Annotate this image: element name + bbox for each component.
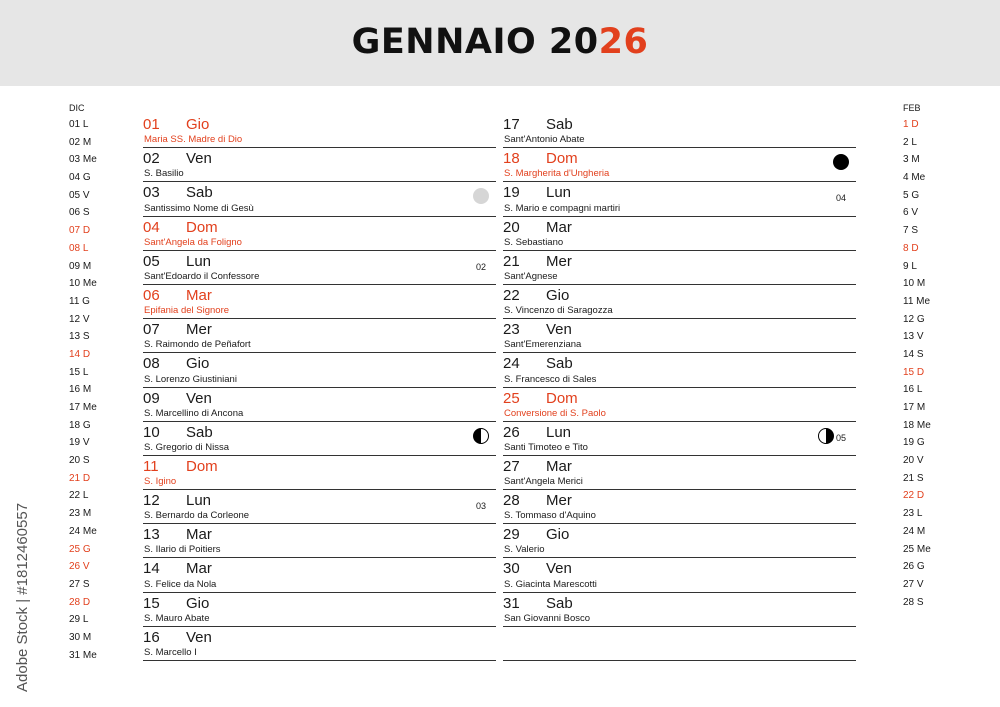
day-row bbox=[143, 456, 496, 490]
saint-name: Sant'Edoardo il Confessore bbox=[144, 270, 260, 282]
day-number: 04 bbox=[143, 218, 160, 236]
saint-name: S. Gregorio di Nissa bbox=[144, 441, 230, 453]
day-row bbox=[503, 422, 856, 456]
day-number: 15 bbox=[143, 594, 160, 612]
day-name: Sab bbox=[546, 594, 573, 612]
next-month-days bbox=[903, 116, 963, 611]
day-number: 13 bbox=[143, 526, 160, 544]
day-name: Gio bbox=[546, 526, 570, 544]
prev-month-days bbox=[69, 116, 129, 664]
day-number: 28 bbox=[503, 492, 520, 510]
day-number: 11 bbox=[143, 457, 159, 475]
saint-name: S. Sebastiano bbox=[504, 236, 564, 248]
day-name: Sab bbox=[546, 116, 573, 133]
stock-credit bbox=[12, 462, 34, 692]
saint-name: S. Marcellino di Ancona bbox=[144, 407, 244, 419]
day-number: 20 bbox=[503, 218, 520, 236]
prev-month-day: 21 D bbox=[69, 472, 91, 484]
week-number: 04 bbox=[835, 193, 846, 204]
day-number: 30 bbox=[503, 560, 520, 578]
day-name: Mar bbox=[186, 286, 212, 304]
saint-name: Santi Timoteo e Tito bbox=[504, 441, 588, 453]
prev-month-day: 22 L bbox=[69, 490, 89, 502]
day-number: 31 bbox=[503, 594, 520, 612]
day-name: Sab bbox=[186, 423, 213, 441]
day-number: 03 bbox=[143, 184, 160, 202]
saint-name: Conversione di S. Paolo bbox=[504, 407, 606, 419]
next-month-day: 3 M bbox=[903, 154, 920, 166]
prev-month-day: 31 Me bbox=[69, 649, 97, 661]
prev-month-day: 12 V bbox=[69, 313, 90, 325]
days-column-left bbox=[143, 114, 496, 661]
day-number: 22 bbox=[503, 286, 520, 304]
prev-month-day: 28 D bbox=[69, 596, 91, 608]
next-month-day: 27 V bbox=[903, 578, 924, 590]
day-name: Dom bbox=[546, 150, 578, 168]
day-row bbox=[503, 490, 856, 524]
day-row bbox=[503, 251, 856, 285]
next-month-day: 15 D bbox=[903, 366, 925, 378]
prev-month-day: 18 G bbox=[69, 419, 91, 431]
saint-name: Epifania del Signore bbox=[144, 305, 230, 317]
next-month-day: 11 Me bbox=[903, 295, 931, 307]
saint-name: S. Marcello I bbox=[144, 647, 197, 658]
day-name: Sab bbox=[546, 355, 573, 373]
prev-month-day: 15 L bbox=[69, 366, 89, 378]
saint-name: Sant'Angela Merici bbox=[504, 476, 583, 488]
day-number: 12 bbox=[143, 492, 160, 510]
day-row bbox=[143, 148, 496, 182]
next-month-day: 26 G bbox=[903, 561, 925, 573]
day-number: 06 bbox=[143, 286, 160, 304]
day-number: 10 bbox=[143, 423, 160, 441]
saint-name: S. Felice da Nola bbox=[144, 578, 217, 590]
days-column-right bbox=[503, 114, 856, 661]
day-name: Lun bbox=[186, 492, 212, 510]
prev-month-day: 09 M bbox=[69, 260, 92, 272]
day-name: Gio bbox=[186, 594, 210, 612]
saint-name: S. Giacinta Marescotti bbox=[504, 578, 597, 590]
day-number: 21 bbox=[503, 252, 520, 270]
saint-name: S. Basilio bbox=[144, 168, 184, 180]
stock-credit-text: Adobe Stock | #1812460557 bbox=[14, 502, 31, 692]
day-number: 18 bbox=[503, 150, 520, 168]
day-number: 05 bbox=[143, 252, 160, 270]
saint-name: S. Tommaso d'Aquino bbox=[504, 510, 596, 522]
day-row bbox=[503, 456, 856, 490]
prev-month-day: 19 V bbox=[69, 437, 90, 449]
day-number: 29 bbox=[503, 526, 520, 544]
day-number: 24 bbox=[503, 355, 520, 373]
next-month-day: 23 L bbox=[903, 508, 923, 520]
prev-month-day: 11 G bbox=[69, 295, 90, 307]
moon-first-icon bbox=[818, 428, 834, 444]
prev-month-day: 14 D bbox=[69, 348, 91, 360]
day-name: Gio bbox=[546, 286, 570, 304]
day-row bbox=[503, 182, 856, 216]
next-month-label: FEB bbox=[903, 103, 921, 113]
day-row bbox=[143, 251, 496, 285]
saint-name: S. Francesco di Sales bbox=[504, 373, 597, 385]
day-name: Lun bbox=[546, 184, 572, 202]
next-month-day: 28 S bbox=[903, 596, 924, 608]
prev-month-day: 06 S bbox=[69, 207, 90, 219]
title-year-accent: 26 bbox=[598, 22, 649, 62]
next-month-day: 9 L bbox=[903, 260, 917, 272]
saint-name: S. Ilario di Poitiers bbox=[144, 544, 221, 556]
prev-month-day: 13 S bbox=[69, 331, 90, 343]
next-month-day: 7 S bbox=[903, 225, 919, 237]
day-name: Mer bbox=[186, 321, 212, 339]
day-row bbox=[503, 217, 856, 251]
moon-last-icon bbox=[473, 428, 489, 444]
next-month-day: 17 M bbox=[903, 402, 926, 413]
saint-name: S. Igino bbox=[144, 476, 177, 488]
day-row bbox=[503, 319, 856, 353]
week-number: 02 bbox=[475, 261, 486, 272]
day-name: Lun bbox=[186, 252, 212, 270]
next-month-day: 18 Me bbox=[903, 419, 931, 431]
day-row bbox=[143, 388, 496, 422]
day-row bbox=[503, 285, 856, 319]
title-month-year: GENNAIO 20 bbox=[351, 22, 599, 62]
prev-month-day: 10 Me bbox=[69, 278, 97, 290]
prev-month-day: 29 L bbox=[69, 614, 89, 626]
saint-name: Sant'Emerenziana bbox=[504, 339, 582, 351]
next-month-day: 24 M bbox=[903, 525, 926, 537]
prev-month-day: 17 Me bbox=[69, 402, 97, 413]
saint-name: S. Vincenzo di Saragozza bbox=[504, 305, 613, 317]
day-name: Ven bbox=[186, 628, 212, 646]
saint-name: Santissimo Nome di Gesù bbox=[144, 202, 254, 214]
day-name: Ven bbox=[186, 389, 212, 407]
day-row bbox=[503, 524, 856, 558]
day-row bbox=[143, 524, 496, 558]
prev-month-day: 04 G bbox=[69, 172, 91, 184]
next-month-day: 6 V bbox=[903, 207, 919, 219]
next-month-day: 14 S bbox=[903, 348, 924, 360]
day-name: Dom bbox=[186, 457, 218, 475]
moon-new-icon bbox=[833, 154, 849, 170]
prev-month-day: 25 G bbox=[69, 543, 91, 555]
day-name: Ven bbox=[186, 150, 212, 168]
next-month-day: 1 D bbox=[903, 119, 919, 130]
empty-row bbox=[503, 627, 856, 661]
day-name: Sab bbox=[186, 184, 213, 202]
next-month-day: 2 L bbox=[903, 136, 917, 148]
day-name: Ven bbox=[546, 560, 572, 578]
saint-name: S. Bernardo da Corleone bbox=[144, 510, 250, 522]
next-month-day: 13 V bbox=[903, 331, 924, 343]
day-name: Mer bbox=[546, 252, 572, 270]
day-name: Dom bbox=[186, 218, 218, 236]
prev-month-day: 01 L bbox=[69, 119, 89, 130]
day-row bbox=[143, 319, 496, 353]
page-title bbox=[0, 22, 1000, 62]
saint-name: S. Mauro Abate bbox=[144, 612, 210, 624]
prev-month-day: 07 D bbox=[69, 225, 91, 237]
day-row bbox=[143, 182, 496, 216]
prev-month-day: 16 M bbox=[69, 384, 92, 396]
day-row bbox=[143, 285, 496, 319]
day-number: 02 bbox=[143, 150, 160, 168]
next-month-day: 10 M bbox=[903, 278, 926, 290]
next-month-day: 4 Me bbox=[903, 172, 926, 184]
day-name: Mar bbox=[546, 457, 572, 475]
saint-name: S. Lorenzo Giustiniani bbox=[144, 373, 237, 385]
day-number: 23 bbox=[503, 321, 520, 339]
day-row bbox=[503, 558, 856, 592]
day-name: Mar bbox=[546, 218, 572, 236]
day-row bbox=[143, 490, 496, 524]
saint-name: S. Raimondo de Peñafort bbox=[144, 339, 251, 351]
day-row bbox=[143, 593, 496, 627]
saint-name: Sant'Angela da Foligno bbox=[144, 236, 242, 248]
day-name: Lun bbox=[546, 423, 572, 441]
saint-name: S. Mario e compagni martiri bbox=[504, 202, 621, 214]
day-number: 25 bbox=[503, 389, 520, 407]
day-number: 19 bbox=[503, 184, 520, 202]
day-number: 27 bbox=[503, 457, 520, 475]
prev-month-day: 24 Me bbox=[69, 525, 97, 537]
day-row bbox=[143, 114, 496, 148]
day-number: 26 bbox=[503, 423, 520, 441]
prev-month-day: 27 S bbox=[69, 578, 90, 590]
week-number: 05 bbox=[835, 432, 846, 443]
next-month-day: 22 D bbox=[903, 490, 925, 502]
prev-month-day: 26 V bbox=[69, 561, 90, 573]
day-row bbox=[503, 114, 856, 148]
next-month-column bbox=[903, 100, 963, 611]
next-month-day: 5 G bbox=[903, 189, 920, 201]
next-month-day: 16 L bbox=[903, 384, 923, 396]
day-row bbox=[503, 353, 856, 387]
prev-month-day: 20 S bbox=[69, 455, 90, 467]
next-month-day: 20 V bbox=[903, 455, 924, 467]
saint-name: S. Valerio bbox=[504, 544, 545, 556]
day-row bbox=[503, 593, 856, 627]
day-number: 17 bbox=[503, 116, 520, 133]
saint-name: S. Margherita d'Ungheria bbox=[504, 168, 610, 180]
week-number: 03 bbox=[475, 501, 486, 512]
day-number: 07 bbox=[143, 321, 160, 339]
next-month-day: 25 Me bbox=[903, 543, 931, 555]
day-name: Ven bbox=[546, 321, 572, 339]
prev-month-day: 02 M bbox=[69, 136, 92, 148]
prev-month-label: DIC bbox=[69, 103, 85, 113]
day-name: Mer bbox=[546, 492, 572, 510]
day-number: 16 bbox=[143, 628, 160, 646]
day-row bbox=[143, 627, 496, 661]
next-month-day: 12 G bbox=[903, 313, 925, 325]
saint-name: Sant'Antonio Abate bbox=[504, 134, 585, 146]
next-month-day: 21 S bbox=[903, 472, 924, 484]
day-row bbox=[143, 353, 496, 387]
saint-name: Maria SS. Madre di Dio bbox=[144, 134, 243, 146]
prev-month-day: 30 M bbox=[69, 631, 92, 643]
day-row bbox=[503, 148, 856, 182]
prev-month-day: 03 Me bbox=[69, 154, 97, 166]
prev-month-day: 23 M bbox=[69, 508, 92, 520]
day-number: 14 bbox=[143, 560, 160, 578]
day-name: Gio bbox=[186, 355, 210, 373]
day-row bbox=[143, 217, 496, 251]
prev-month-day: 05 V bbox=[69, 189, 90, 201]
day-row bbox=[143, 422, 496, 456]
prev-month-day: 08 L bbox=[69, 242, 89, 254]
day-row bbox=[503, 388, 856, 422]
day-number: 09 bbox=[143, 389, 160, 407]
day-name: Gio bbox=[186, 116, 210, 133]
next-month-day: 19 G bbox=[903, 437, 925, 449]
day-number: 08 bbox=[143, 355, 160, 373]
day-number: 01 bbox=[143, 116, 160, 133]
saint-name: Sant'Agnese bbox=[504, 270, 558, 282]
moon-full-icon bbox=[473, 188, 489, 204]
day-name: Mar bbox=[186, 560, 212, 578]
saint-name: San Giovanni Bosco bbox=[504, 612, 591, 624]
day-name: Mar bbox=[186, 526, 212, 544]
day-row bbox=[143, 558, 496, 592]
day-name: Dom bbox=[546, 389, 578, 407]
next-month-day: 8 D bbox=[903, 242, 919, 254]
prev-month-column bbox=[69, 100, 129, 664]
